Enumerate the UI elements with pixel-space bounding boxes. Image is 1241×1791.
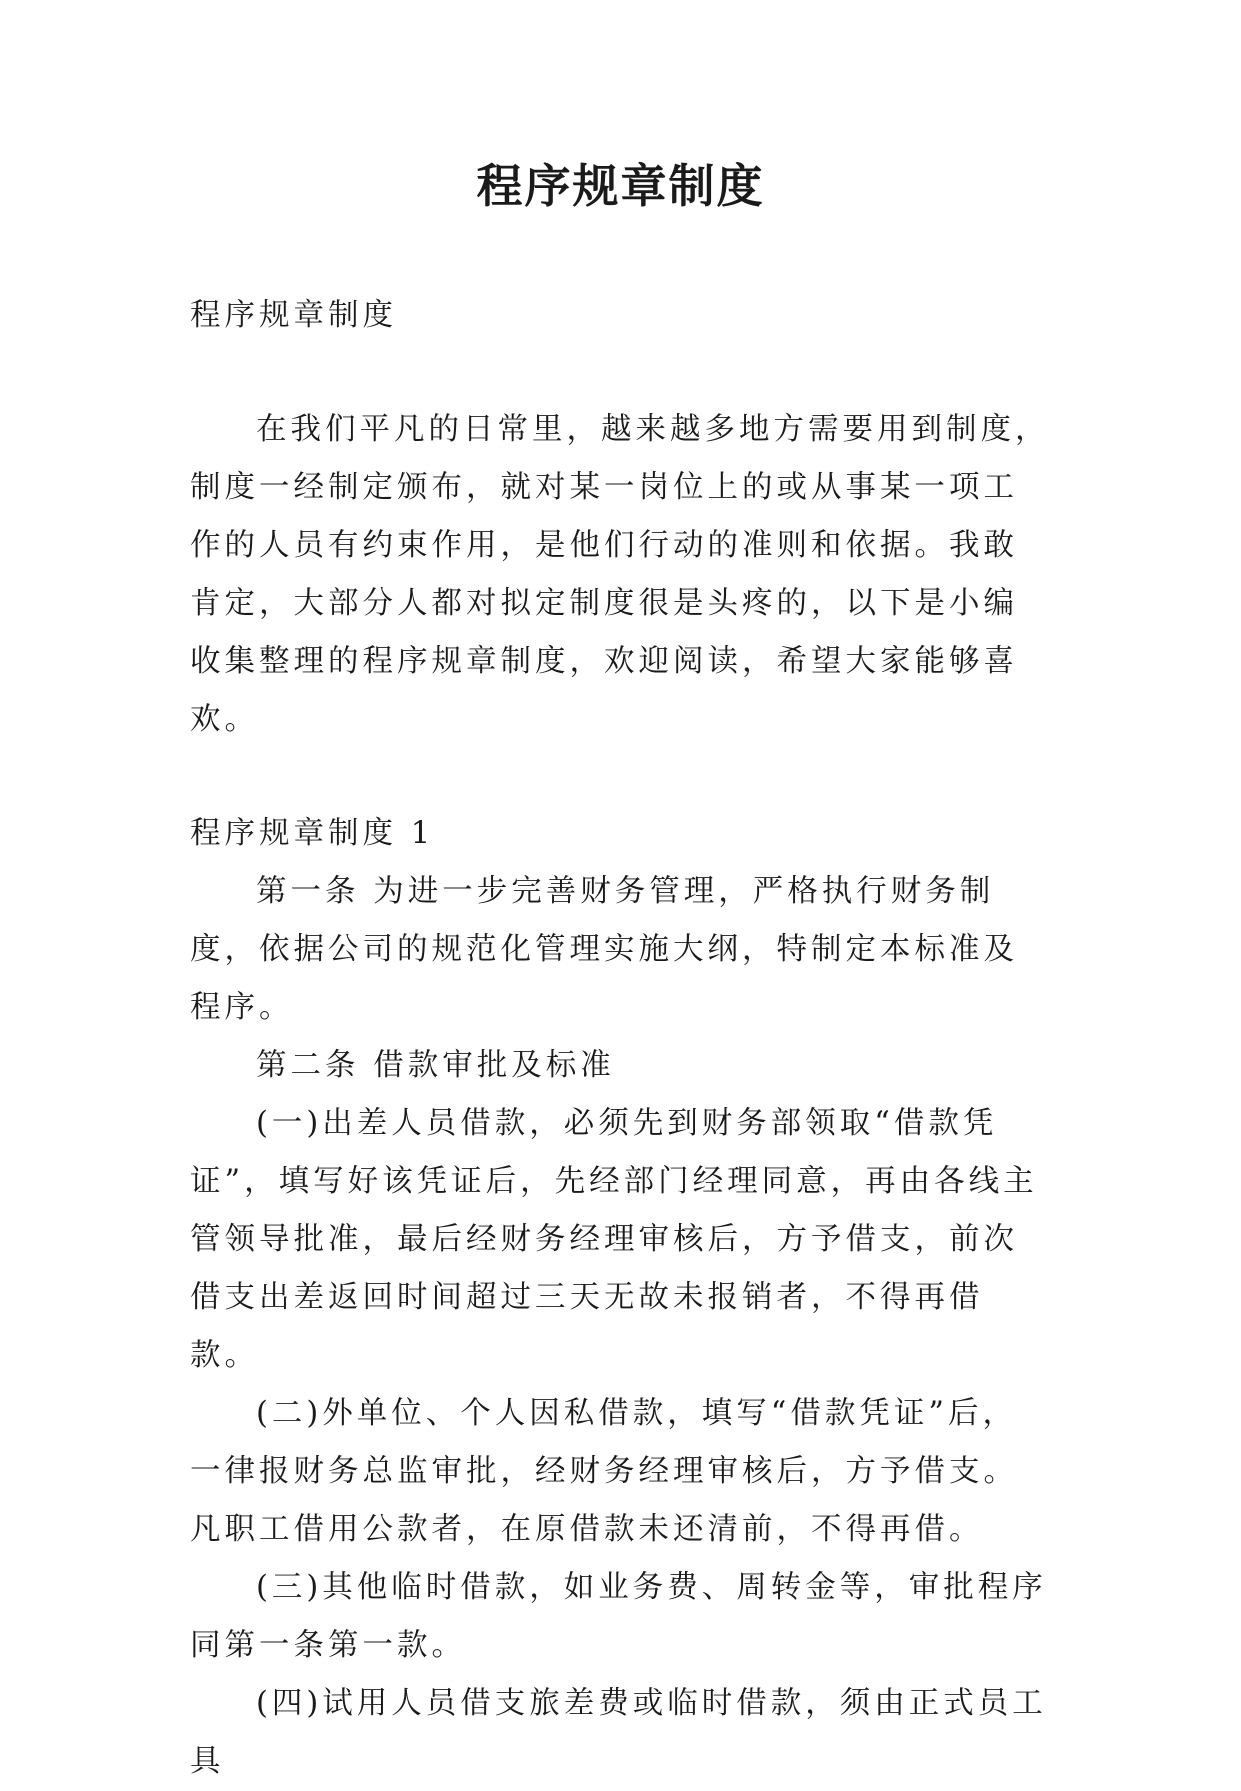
intro-paragraph: 在我们平凡的日常里，越来越多地方需要用到制度，制度一经制定颁布，就对某一岗位上的或从事某一项工作的人员有约束作用，是他们行动的准则和依据。我敢肯定，大部分人都对拟定制度很是头疼的，以下是小编收集整理的程序规章制度，欢迎阅读，希望大家能够喜欢。 <box>190 412 1050 737</box>
clause-1-paragraph: (一)出差人员借款，必须先到财务部领取“借款凭证”，填写好该凭证后，先经部门经理同意，再由各线主管领导批准，最后经财务经理审核后，方予借支，前次借支出差返回时间超过三天无故未报销者，不得再借款。 <box>190 1106 1038 1373</box>
clause-4-paragraph: (四)试用人员借支旅差费或临时借款，须由正式员工具 <box>190 1686 1047 1779</box>
clause-2-paragraph: (二)外单位、个人因私借款，填写“借款凭证”后，一律报财务总监审批，经财务经理审核后，方予借支。凡职工借用公款者，在原借款未还清前，不得再借。 <box>190 1396 1018 1547</box>
clause-3-paragraph: (三)其他临时借款，如业务费、周转金等，审批程序同第一条第一款。 <box>190 1570 1047 1663</box>
article-2-paragraph: 第二条 借款审批及标准 <box>256 1048 615 1083</box>
document-subtitle: 程序规章制度 <box>190 298 397 333</box>
document-title: 程序规章制度 <box>476 159 765 213</box>
article-1-paragraph: 第一条 为进一步完善财务管理，严格执行财务制度，依据公司的规范化管理实施大纲，特制定本标准及程序。 <box>190 874 1018 1025</box>
section-heading: 程序规章制度 1 <box>190 816 435 851</box>
document-body <box>190 287 1050 1791</box>
